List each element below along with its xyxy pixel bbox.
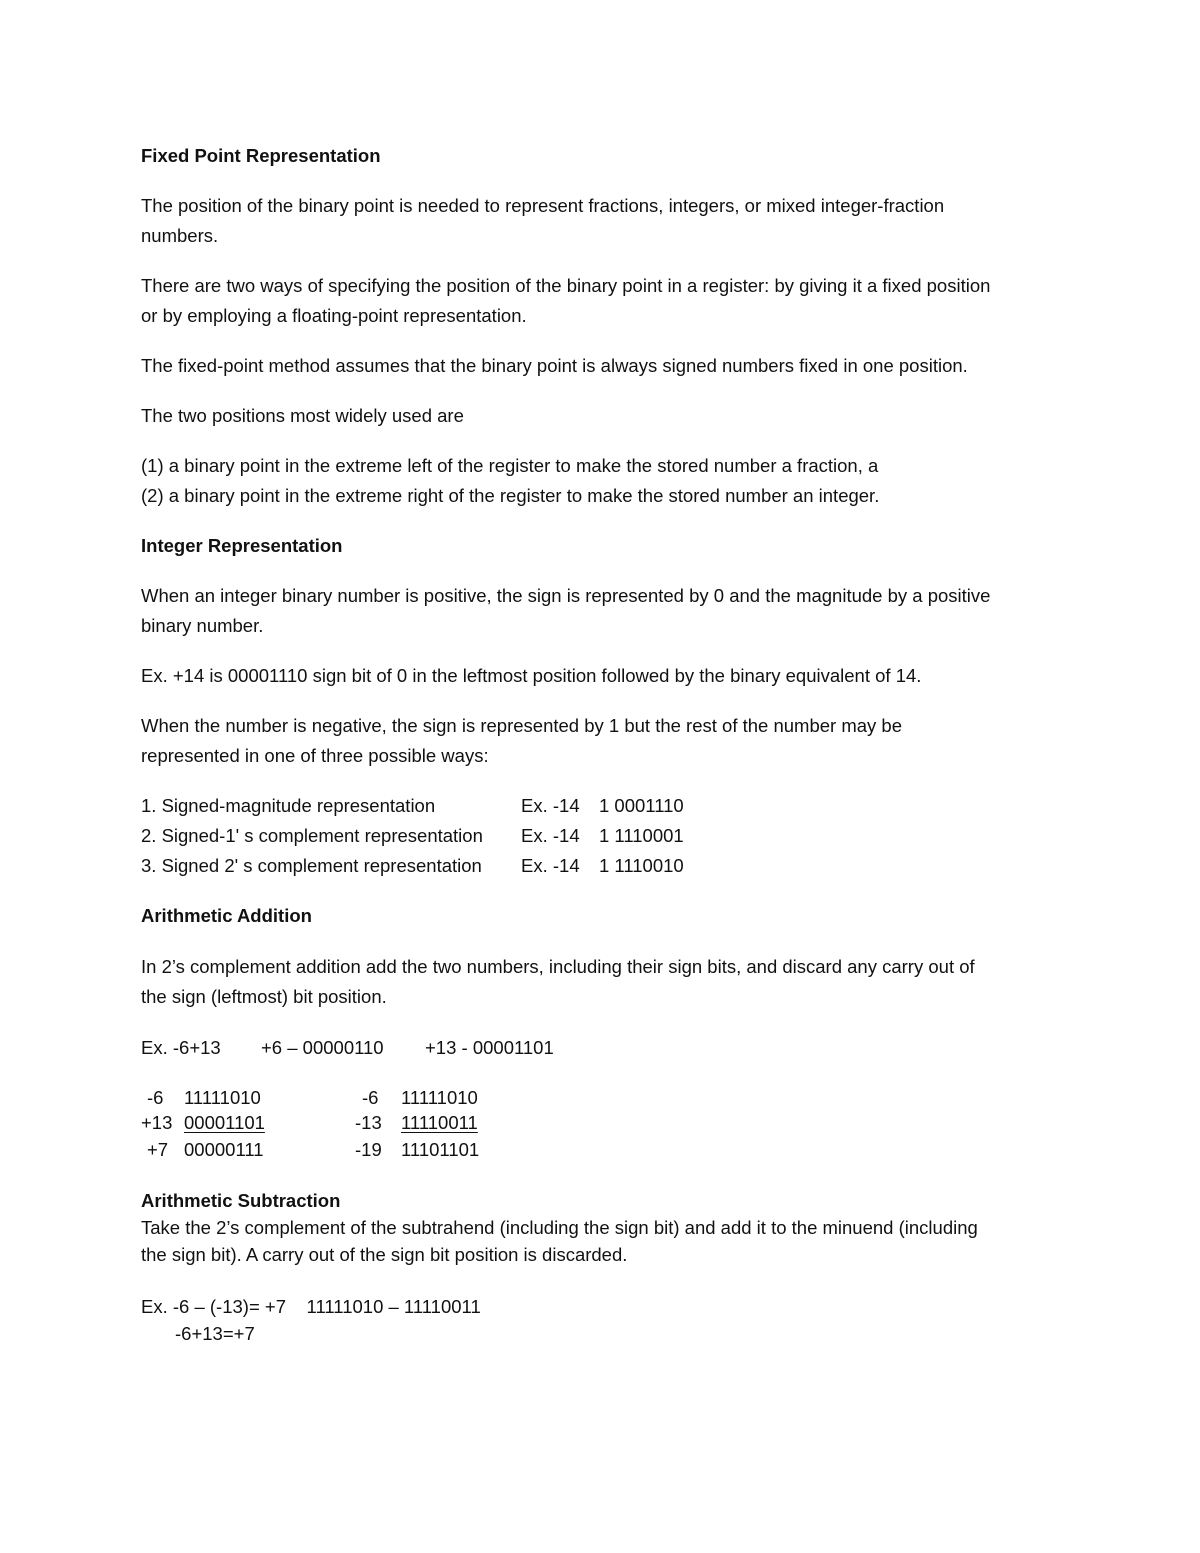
- sum-operand-bits: 11110011: [401, 1112, 478, 1133]
- paragraph-line: When an integer binary number is positive, the sign is represented by 0 and the magnitude by a positive: [141, 585, 991, 606]
- sum-result-number: -19: [355, 1139, 382, 1160]
- list-item: (2) a binary point in the extreme right of the register to make the stored number an integer.: [141, 485, 880, 506]
- paragraph-line: represented in one of three possible ways:: [141, 745, 489, 766]
- method-label: 1. Signed-magnitude representation: [141, 795, 436, 816]
- sum-operand-number: +13: [141, 1112, 173, 1133]
- method-example: Ex. -14: [521, 795, 580, 816]
- paragraph-line: The two positions most widely used are: [141, 405, 464, 426]
- sum-operand-number: -6: [362, 1087, 379, 1108]
- sum-operand-bits: 11111010: [184, 1087, 261, 1108]
- heading-arithmetic-addition: Arithmetic Addition: [141, 905, 312, 926]
- sum-result-bits: 00000111: [184, 1139, 264, 1160]
- paragraph-line: The position of the binary point is needed to represent fractions, integers, or mixed integer-fraction: [141, 195, 945, 216]
- sum-result-number: +7: [147, 1139, 169, 1160]
- method-label: 2. Signed-1' s complement representation: [141, 825, 483, 846]
- sum-operand-bits: 11111010: [401, 1087, 478, 1108]
- paragraph-line: There are two ways of specifying the position of the binary point in a register: by giving it a fixed position: [141, 275, 991, 296]
- paragraph-line: binary number.: [141, 615, 264, 636]
- heading-arithmetic-subtraction: Arithmetic Subtraction: [141, 1190, 341, 1211]
- paragraph-line: the sign (leftmost) bit position.: [141, 986, 387, 1007]
- sum-result-bits: 11101101: [401, 1139, 480, 1160]
- method-example: Ex. -14: [521, 825, 580, 846]
- paragraph-line: The fixed-point method assumes that the binary point is always signed numbers fixed in one position.: [141, 355, 968, 376]
- sum-operand-number: -6: [147, 1087, 164, 1108]
- paragraph-line: Take the 2’s complement of the subtrahend (including the sign bit) and add it to the minuend (including: [141, 1217, 978, 1238]
- paragraph-line: numbers.: [141, 225, 219, 246]
- method-label: 3. Signed 2' s complement representation: [141, 855, 482, 876]
- sum-operand-number: -13: [355, 1112, 382, 1133]
- method-bits: 1 1110001: [599, 825, 684, 846]
- subtraction-example-result: -6+13=+7: [175, 1323, 255, 1344]
- heading-integer-representation: Integer Representation: [141, 535, 343, 556]
- list-item: (1) a binary point in the extreme left of the register to make the stored number a fraction, a: [141, 455, 879, 476]
- addition-example-a: +6 – 00000110: [261, 1037, 384, 1058]
- subtraction-example: Ex. -6 – (-13)= +7 11111010 – 11110011: [141, 1296, 481, 1317]
- paragraph-line: the sign bit). A carry out of the sign bit position is discarded.: [141, 1244, 628, 1265]
- sum-operand-bits: 00001101: [184, 1112, 265, 1133]
- method-bits: 1 0001110: [599, 795, 684, 816]
- addition-example-b: +13 - 00001101: [425, 1037, 554, 1058]
- paragraph-line: When the number is negative, the sign is represented by 1 but the rest of the number may be: [141, 715, 902, 736]
- addition-example-label: Ex. -6+13: [141, 1037, 221, 1058]
- method-example: Ex. -14: [521, 855, 580, 876]
- heading-fixed-point: Fixed Point Representation: [141, 145, 381, 166]
- paragraph-line: In 2’s complement addition add the two numbers, including their sign bits, and discard any carry out of: [141, 956, 975, 977]
- example-line: Ex. +14 is 00001110 sign bit of 0 in the leftmost position followed by the binary equivalent of 14.: [141, 665, 922, 686]
- method-bits: 1 1110010: [599, 855, 684, 876]
- paragraph-line: or by employing a floating-point representation.: [141, 305, 527, 326]
